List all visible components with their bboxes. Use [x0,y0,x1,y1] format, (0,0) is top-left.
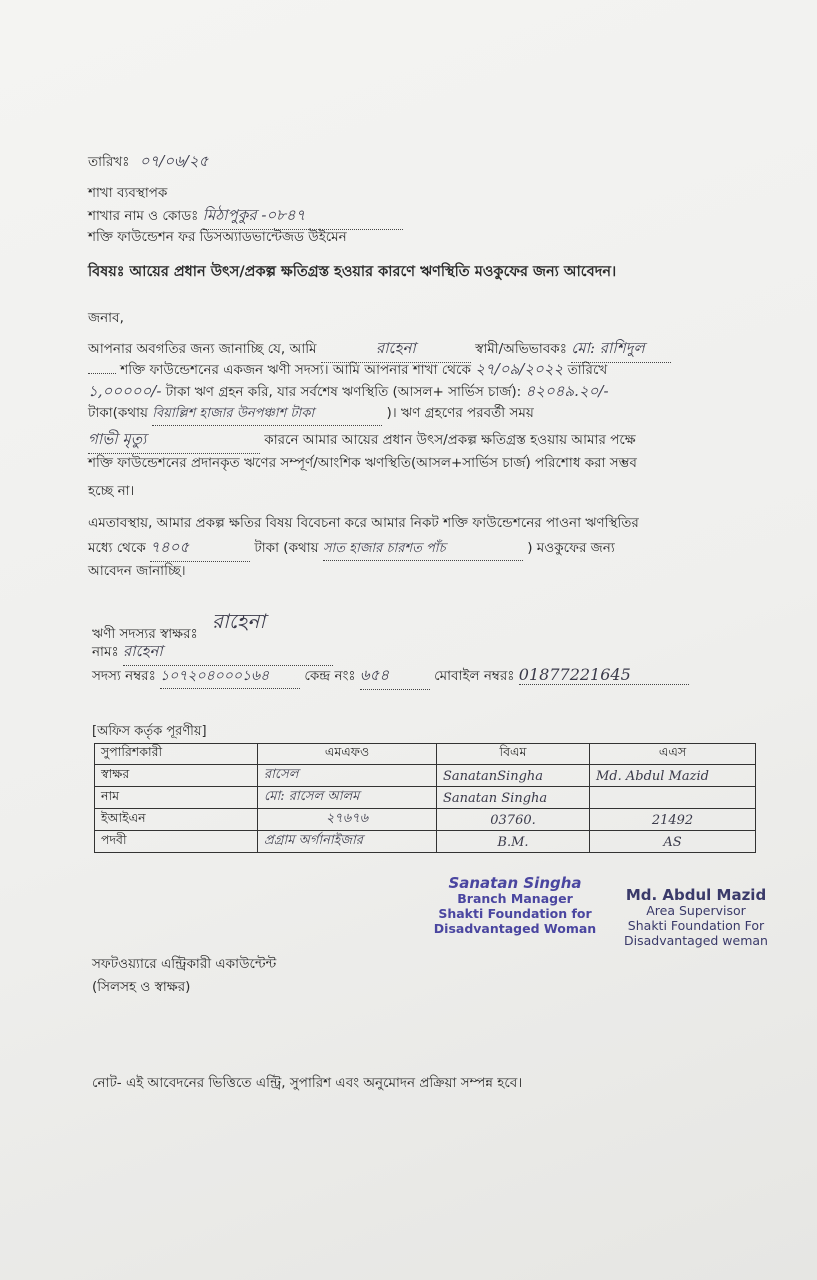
blank-dots [88,373,116,374]
branch-name-label: শাখার নাম ও কোডঃ [88,208,199,224]
as-stamp [605,888,787,948]
para2-line-2 [88,536,615,562]
member-sign-label: ঋণী সদস্যর স্বাক্ষরঃ [92,626,198,642]
bm-stamp-name: Sanatan Singha [448,874,582,892]
mfo-designation: প্রগ্রাম অর্গানাইজার [264,833,363,848]
header-cell: এএস [590,744,756,765]
office-table [94,743,756,853]
table-cell [590,831,756,853]
header-cell: এমএফও [258,744,437,765]
reason-field: গাভী মৃত্যু [88,428,260,454]
table-cell [590,809,756,831]
as-designation: AS [663,834,682,850]
bm-stamp [425,876,605,936]
table-row [95,765,756,787]
table-cell [437,809,590,831]
body-text-2a: শক্তি ফাউন্ডেশনের একজন ঋণী সদস্য। আমি আপনার শাখা থেকে [120,362,471,378]
body-line-5 [88,428,636,454]
branch-manager-label: শাখা ব্যবস্থাপক [88,185,168,201]
table-row [95,809,756,831]
body-text-4a: টাকা(কথায় [88,405,148,421]
bm-ein: 03760. [490,812,536,828]
balance-field: ৪২০৪৯.২০/- [525,382,609,400]
balance-words-field: বিয়াল্লিশ হাজার উনপঞ্চাশ টাকা [152,404,382,426]
mobile-value: 01877221645 [519,665,689,685]
member-name-field: রাহেনা [321,337,471,363]
office-caption: [অফিস কর্তৃক পূরণীয়] [92,724,207,739]
table-cell [258,765,437,787]
table-header-row [95,744,756,765]
body-text-4b: )। ঋণ গ্রহণের পরবর্তী সময় [386,405,534,421]
as-signature: Md. Abdul Mazid [596,768,709,784]
member-name-label: নামঃ [92,644,119,660]
body-line-7: হচ্ছে না। [88,483,135,499]
body-text-1a: আপনার অবগতির জন্য জানাচ্ছি যে, আমি [88,341,317,357]
table-cell [437,765,590,787]
para2-line-3: আবেদন জানাচ্ছি। [88,563,186,579]
branch-name-value: মিঠাপুকুর -০৮৪৭ [203,204,403,230]
bm-stamp-org2: Disadvantaged Woman [433,921,597,936]
table-row [95,787,756,809]
as-stamp-org2: Disadvantaged weman [624,933,768,948]
table-cell [258,809,437,831]
member-name-line [92,640,333,666]
loan-date-field: ২৭/০৯/২০২২ [475,360,564,378]
waive-words-field: সাত হাজার চারশত পাঁচ [323,539,523,561]
member-signature: রাহেনা [212,609,266,633]
as-stamp-name: Md. Abdul Mazid [625,886,767,904]
center-value: ৬৫৪ [360,664,430,690]
para2-text-c: ) মওকুফের জন্য [527,540,615,556]
date-value: ০৭/০৬/২৫ [139,152,209,170]
member-name-value: রাহেনা [123,640,333,666]
foundation-name: শক্তি ফাউন্ডেশন ফর ডিসঅ্যাডভান্টেজড উইমেন [88,229,347,245]
body-text-1b: স্বামী/অভিভাবকঃ [475,341,567,357]
loan-amount-field: ১,০০০০০/- [88,382,162,400]
accountant-note: (সিলসহ ও স্বাক্ষর) [92,979,191,995]
body-line-6: শক্তি ফাউন্ডেশনের প্রদানকৃত ঋণের সম্পূর্ণ/আংশিক ঋণস্থিতি(আসল+সার্ভিস চার্জ) পরিশোধ করা সম্ভব [88,455,637,471]
body-line-4 [88,402,534,426]
center-label: কেন্দ্র নংঃ [304,668,356,684]
mfo-ein: ২৭৬৭৬ [325,811,369,826]
table-cell [258,831,437,853]
bm-name: Sanatan Singha [443,790,548,806]
member-number-line [92,664,689,690]
table-cell [437,787,590,809]
accountant-label: সফটওয়্যারে এন্ট্রিকারী একাউন্টেন্ট [92,956,277,972]
as-ein: 21492 [651,812,694,828]
subject-line: বিষয়ঃ আয়ের প্রধান উৎস/প্রকল্প ক্ষতিগ্রস্ত হওয়ার কারণে ঋণস্থিতি মওকুফের জন্য আবেদন। [88,264,617,280]
header-cell: বিএম [437,744,590,765]
mfo-signature: রাসেল [264,767,299,782]
date-line [88,150,208,175]
mfo-name: মো: রাসেল আলম [264,789,360,804]
para2-text-a: মধ্যে থেকে [88,540,146,556]
table-cell [590,787,756,809]
table-cell [590,765,756,787]
para2-text-b: টাকা (কথায় [254,540,319,556]
header-cell: সুপারিশকারী [95,744,258,765]
body-text-3a: টাকা ঋণ গ্রহন করি, যার সর্বশেষ ঋণস্থিতি (আসল+ সার্ভিস চার্জ): [165,384,522,400]
table-row [95,831,756,853]
table-cell [258,787,437,809]
guardian-field: মো: রাশিদুল [571,337,671,363]
member-no-value: ১০৭২০৪০০০১৬৪ [160,664,300,689]
body-text-5: কারনে আমার আয়ের প্রধান উৎস/প্রকল্প ক্ষতিগ্রস্ত হওয়ায় আমার পক্ষে [264,432,636,448]
table-cell [437,831,590,853]
row-label: পদবী [95,831,258,853]
member-no-label: সদস্য নম্বরঃ [92,668,156,684]
bm-stamp-org1: Shakti Foundation for [438,906,592,921]
mobile-label: মোবাইল নম্বরঃ [434,668,515,684]
as-stamp-title: Area Supervisor [646,903,746,918]
body-text-2b: তারিখে [567,362,608,378]
row-label: ইআইএন [95,809,258,831]
waive-amount-field: ৭৪০৫ [150,536,250,562]
row-label: নাম [95,787,258,809]
bm-designation: B.M. [497,834,529,850]
footer-note: নোট- এই আবেদনের ভিত্তিতে এন্ট্রি, সুপারিশ এবং অনুমোদন প্রক্রিয়া সম্পন্ন হবে। [92,1075,523,1091]
salutation: জনাব, [88,310,124,326]
date-label: তারিখঃ [88,154,130,170]
as-stamp-org1: Shakti Foundation For [627,918,765,933]
bm-stamp-title: Branch Manager [457,891,573,906]
row-label: স্বাক্ষর [95,765,258,787]
bm-signature: SanatanSingha [443,768,544,784]
para2-line-1: এমতাবস্থায়, আমার প্রকল্প ক্ষতির বিষয় বিবেচনা করে আমার নিকট শক্তি ফাউন্ডেশনের পাওনা ঋণস্থিতির [88,515,639,531]
